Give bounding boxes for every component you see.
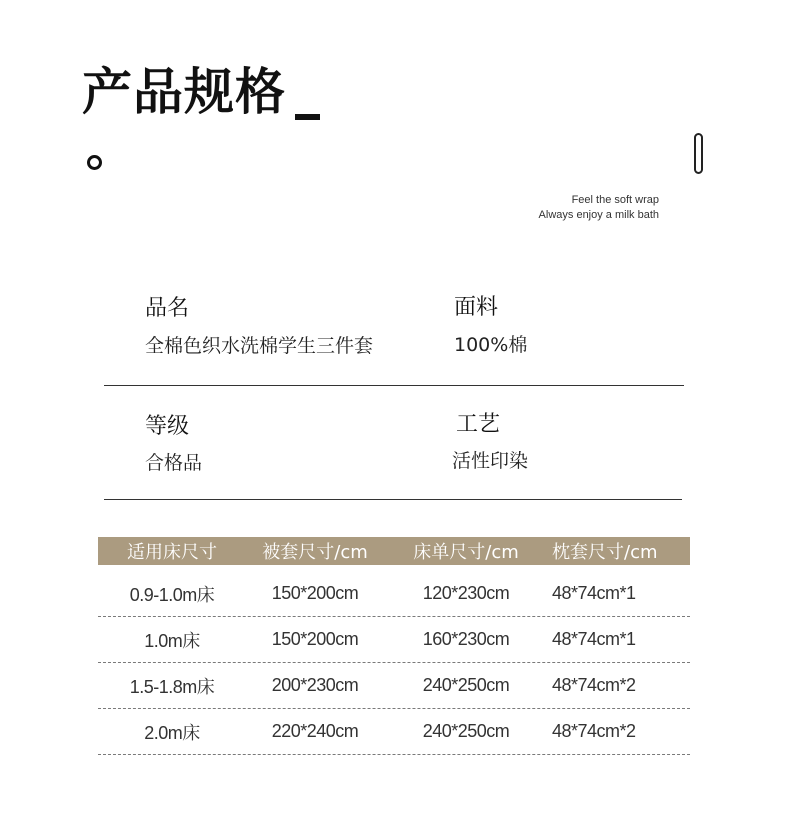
spec-grade-value: 合格品 — [145, 452, 203, 474]
title-dot-decoration — [87, 155, 102, 170]
title-underscore-decoration — [295, 114, 320, 120]
header-cell-sheet-size: 床单尺寸/cm — [413, 542, 519, 563]
table-row — [98, 663, 690, 709]
cell-sheet-size: 120*230cm — [422, 583, 510, 603]
tagline-line-1: Feel the soft wrap — [571, 194, 659, 206]
pill-decoration-icon — [694, 133, 703, 174]
cell-pillow-size: 48*74cm*1 — [552, 583, 636, 603]
cell-sheet-size: 240*250cm — [422, 675, 510, 695]
spec-divider-2 — [104, 499, 682, 500]
cell-duvet-size: 200*230cm — [271, 675, 359, 695]
table-row — [98, 571, 690, 617]
cell-bed-size: 2.0m床 — [144, 722, 200, 743]
size-table-header — [98, 537, 690, 565]
spec-fabric-label: 面料 — [454, 295, 499, 320]
cell-bed-size: 1.0m床 — [144, 630, 200, 651]
cell-pillow-size: 48*74cm*2 — [552, 721, 636, 741]
page-title: 产品规格 — [82, 63, 286, 121]
size-table-body — [98, 571, 690, 755]
table-row — [98, 617, 690, 663]
header-cell-bed-size: 适用床尺寸 — [127, 542, 217, 563]
header-cell-duvet-size: 被套尺寸/cm — [262, 542, 368, 563]
cell-duvet-size: 150*200cm — [271, 629, 359, 649]
table-row — [98, 709, 690, 755]
cell-bed-size: 0.9-1.0m床 — [129, 584, 215, 605]
tagline-line-2: Always enjoy a milk bath — [538, 209, 659, 221]
header-cell-pillow-size: 枕套尺寸/cm — [552, 542, 658, 563]
cell-duvet-size: 150*200cm — [271, 583, 359, 603]
cell-duvet-size: 220*240cm — [271, 721, 359, 741]
spec-name-label: 品名 — [145, 296, 190, 321]
cell-bed-size: 1.5-1.8m床 — [129, 676, 215, 697]
spec-fabric-value: 100%棉 — [454, 334, 528, 356]
spec-craft-value: 活性印染 — [452, 450, 529, 472]
cell-sheet-size: 160*230cm — [422, 629, 510, 649]
spec-craft-label: 工艺 — [456, 412, 501, 437]
size-table — [98, 537, 690, 755]
cell-pillow-size: 48*74cm*1 — [552, 629, 636, 649]
spec-grade-label: 等级 — [145, 414, 190, 439]
spec-divider-1 — [104, 385, 684, 386]
cell-pillow-size: 48*74cm*2 — [552, 675, 636, 695]
spec-name-value: 全棉色织水洗棉学生三件套 — [145, 335, 374, 357]
cell-sheet-size: 240*250cm — [422, 721, 510, 741]
